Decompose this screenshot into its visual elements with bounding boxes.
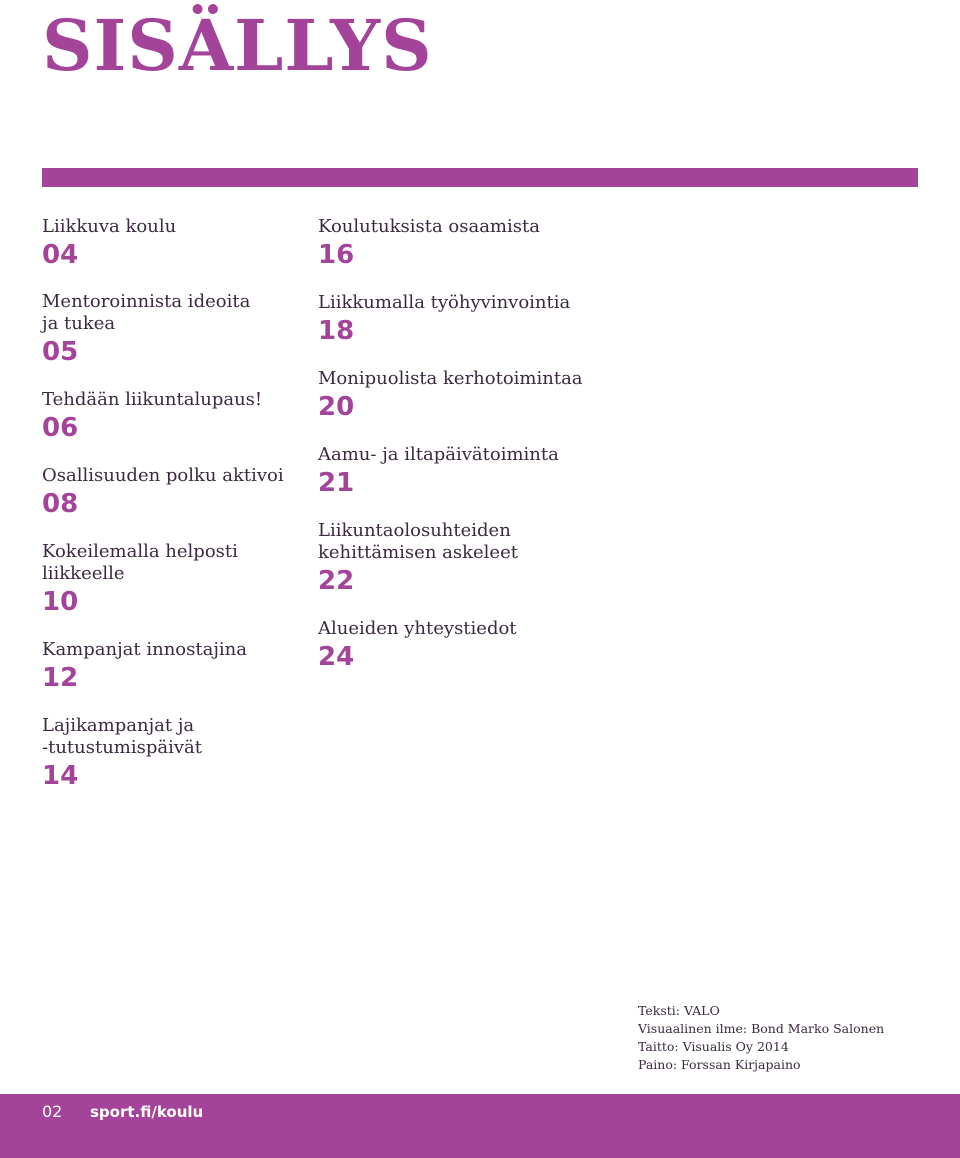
toc-column-right <box>318 216 618 672</box>
toc-entry[interactable] <box>42 291 292 389</box>
toc-entry-page: 14 <box>42 761 79 791</box>
toc-entry-title: Liikkuva koulu <box>42 216 177 237</box>
toc-entry-page: 12 <box>42 663 79 693</box>
toc-entry-title: Osallisuuden polku aktivoi <box>42 465 284 486</box>
footer-url-link[interactable]: sport.fi/koulu <box>90 1103 204 1121</box>
toc-entry-title: Tehdään liikuntalupaus! <box>42 389 263 410</box>
footer-page-number: 02 <box>42 1102 63 1121</box>
toc-entry-page: 22 <box>318 566 355 596</box>
credit-design: Visuaalinen ilme: Bond Marko Salonen <box>638 1021 885 1036</box>
toc-entry[interactable] <box>318 216 618 292</box>
toc-entry-title: Mentoroinnista ideoita ja tukea <box>42 291 251 334</box>
toc-entry-title: Alueiden yhteystiedot <box>318 618 517 639</box>
toc-entry-title: Kokeilemalla helposti liikkeelle <box>42 541 238 584</box>
toc-entry-page: 08 <box>42 489 79 519</box>
toc-entry-title: Aamu- ja iltapäivätoiminta <box>318 444 559 465</box>
toc-entry[interactable] <box>42 639 292 715</box>
toc-entry[interactable] <box>42 389 292 465</box>
footer-bar <box>0 1094 960 1158</box>
toc-entry[interactable] <box>42 465 292 541</box>
toc-entry-page: 06 <box>42 413 79 443</box>
toc-column-left <box>42 216 292 791</box>
toc-entry-page: 05 <box>42 337 79 367</box>
toc-entry[interactable] <box>318 444 618 520</box>
toc-entry-page: 04 <box>42 240 79 270</box>
toc-entry[interactable] <box>318 368 618 444</box>
title-divider-bar <box>42 168 918 187</box>
toc-entry-page: 10 <box>42 587 79 617</box>
toc-entry-page: 24 <box>318 642 355 672</box>
toc-entry-page: 21 <box>318 468 355 498</box>
toc-entry-page: 20 <box>318 392 355 422</box>
toc-entry[interactable] <box>42 541 292 639</box>
credit-text: Teksti: VALO <box>638 1003 720 1018</box>
toc-entry-title: Lajikampanjat ja -tutustumispäivät <box>42 715 203 758</box>
credits-block <box>638 1002 884 1074</box>
toc-entry-title: Koulutuksista osaamista <box>318 216 540 237</box>
toc-entry-page: 18 <box>318 316 355 346</box>
page-title: SISÄLLYS <box>42 4 433 87</box>
toc-entry-title: Monipuolista kerhotoimintaa <box>318 368 583 389</box>
toc-entry-title: Kampanjat innostajina <box>42 639 248 660</box>
toc-entry-title: Liikuntaolosuhteiden kehittämisen askeleet <box>318 520 518 563</box>
toc-entry[interactable] <box>318 292 618 368</box>
toc-entry[interactable] <box>318 618 618 672</box>
credit-print: Paino: Forssan Kirjapaino <box>638 1057 801 1072</box>
toc-entry-title: Liikkumalla työhyvinvointia <box>318 292 571 313</box>
toc-entry[interactable] <box>42 715 292 791</box>
toc-entry[interactable] <box>42 216 292 291</box>
toc-entry-page: 16 <box>318 240 355 270</box>
toc-entry[interactable] <box>318 520 618 618</box>
credit-layout: Taitto: Visualis Oy 2014 <box>638 1039 789 1054</box>
